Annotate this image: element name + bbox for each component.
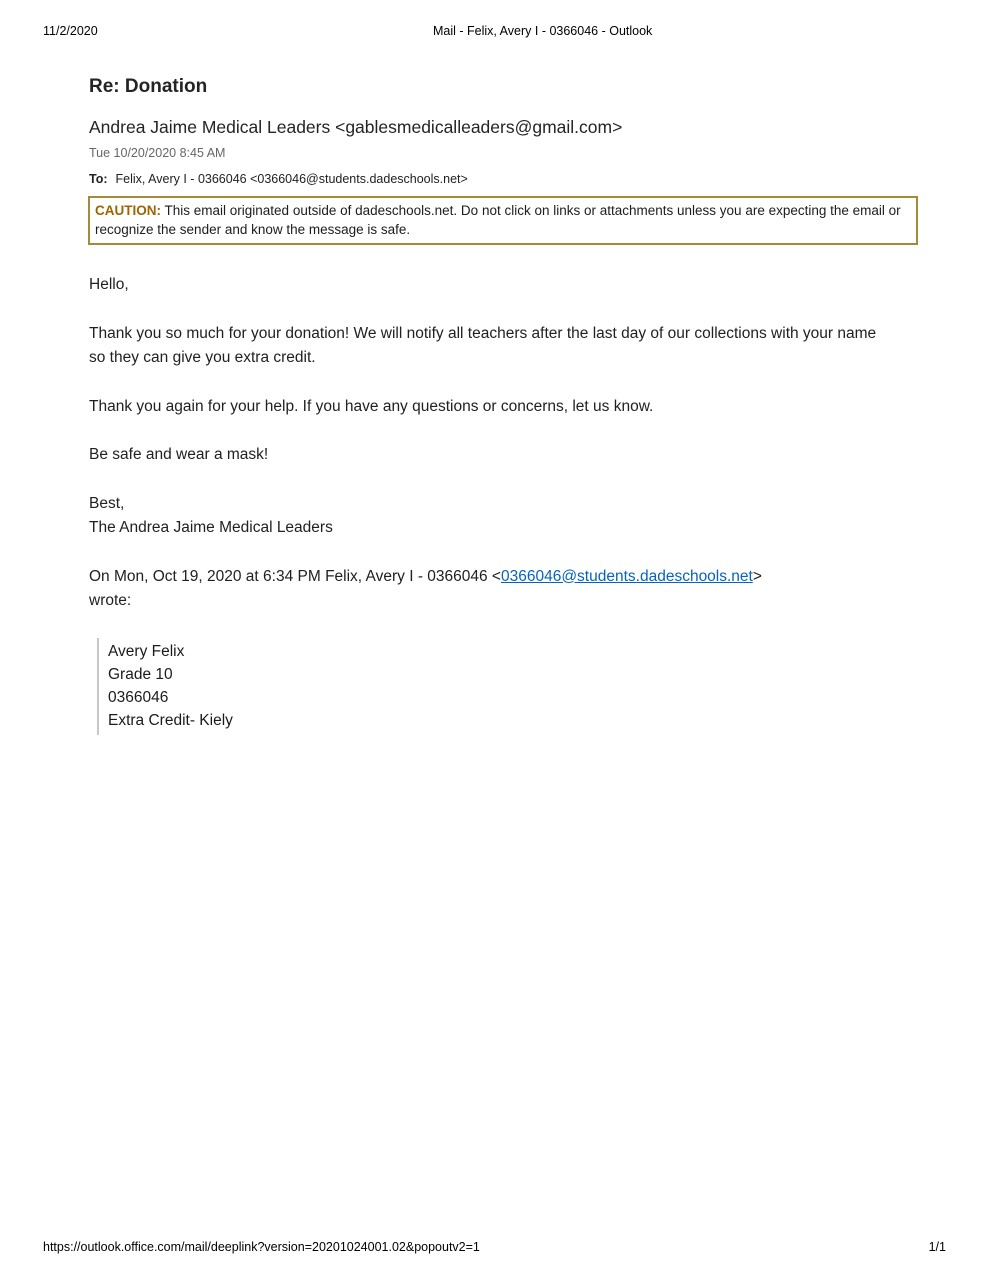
email-sender: Andrea Jaime Medical Leaders <gablesmedicalleaders@gmail.com>: [89, 117, 623, 137]
reply-intro-text-close: >: [752, 567, 762, 585]
print-header-date: 11/2/2020: [43, 24, 98, 38]
print-footer-url: https://outlook.office.com/mail/deeplink?version=20201024001.02&popoutv2=1: [43, 1240, 480, 1254]
quote-line-id: 0366046: [108, 688, 169, 706]
recipient-email-link[interactable]: 0366046@students.dadeschools.net: [500, 567, 753, 585]
to-label: To:: [89, 172, 108, 186]
print-header-title: Mail - Felix, Avery I - 0366046 - Outlook: [433, 24, 653, 38]
quoted-reply-intro: [89, 565, 887, 614]
body-paragraph-2: Thank you again for your help. If you have any questions or concerns, let us know.: [89, 397, 654, 415]
external-email-caution-banner: [88, 196, 918, 245]
body-paragraph-3: Be safe and wear a mask!: [89, 446, 269, 463]
quote-line-extra-credit: Extra Credit- Kiely: [108, 711, 233, 729]
body-paragraph-1: Thank you so much for your donation! We will notify all teachers after the last day of our collections with your name so they can give you extra credit.: [89, 324, 877, 366]
email-sent-timestamp: Tue 10/20/2020 8:45 AM: [89, 146, 226, 160]
caution-text: This email originated outside of dadeschools.net. Do not click on links or attachments unless you are expecting the email or recognize the sender and know the message is safe.: [95, 203, 901, 237]
body-signature: [89, 492, 887, 541]
reply-intro-text: On Mon, Oct 19, 2020 at 6:34 PM Felix, Avery I - 0366046 <: [89, 567, 501, 585]
email-body: [89, 273, 887, 735]
signature-closing: Best,: [89, 494, 125, 512]
quoted-message-block: [97, 638, 887, 735]
signature-name: The Andrea Jaime Medical Leaders: [89, 519, 333, 536]
email-recipient-line: [89, 171, 919, 187]
email-subject: Re: Donation: [89, 76, 208, 97]
email-content: [89, 74, 919, 735]
body-greeting: Hello,: [89, 276, 129, 293]
caution-label: CAUTION:: [95, 203, 161, 218]
quote-line-name: Avery Felix: [108, 642, 185, 660]
print-footer-page-number: 1/1: [928, 1240, 946, 1254]
quote-line-grade: Grade 10: [108, 665, 173, 683]
email-recipient: Felix, Avery I - 0366046 <0366046@students.dadeschools.net>: [115, 172, 468, 186]
reply-wrote-label: wrote:: [89, 592, 132, 609]
